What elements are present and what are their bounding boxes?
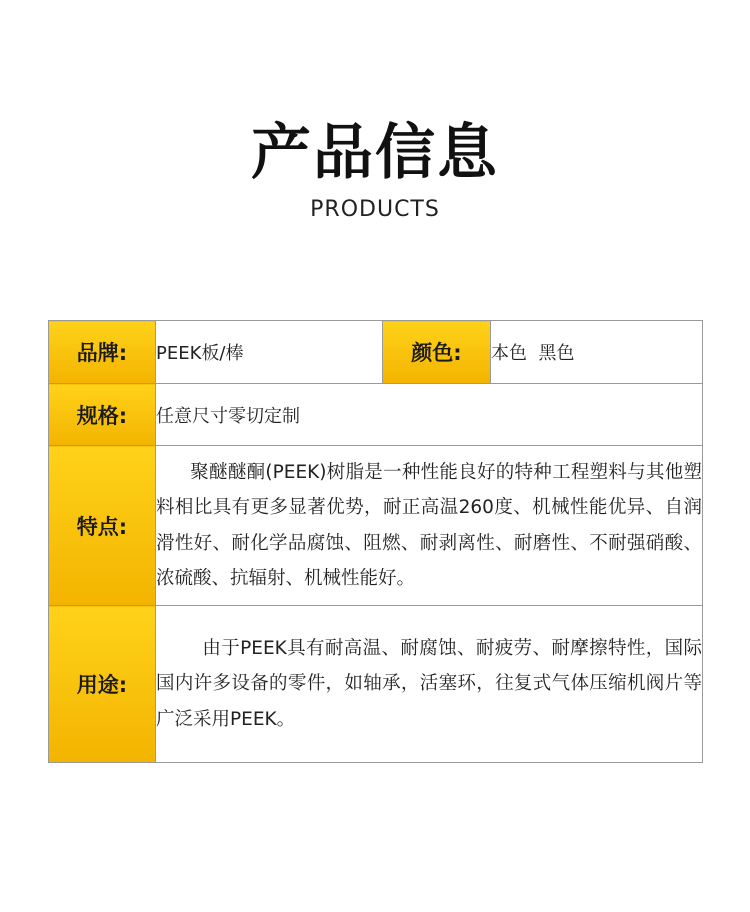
spec-value: 任意尺寸零切定制 [156, 384, 703, 446]
features-label: 特点: [49, 446, 156, 606]
page-title: 产品信息 [251, 118, 499, 188]
usage-row [49, 606, 703, 763]
features-text: 聚醚醚酮(PEEK)树脂是一种性能良好的特种工程塑料与其他塑料相比具有更多显著优势，耐正高温260度、机械性能优异、自润滑性好、耐化学品腐蚀、阻燃、耐剥离性、耐磨性、不耐强硝酸、浓硫酸、抗辐射、机械性能好。 [156, 461, 702, 589]
usage-cell [156, 606, 703, 763]
usage-text: 由于PEEK具有耐高温、耐腐蚀、耐疲劳、耐摩擦特性，国际国内许多设备的零件，如轴承，活塞环，往复式气体压缩机阀片等广泛采用PEEK。 [156, 637, 702, 730]
color-label: 颜色: [383, 321, 491, 384]
page-subtitle: PRODUCTS [310, 197, 440, 222]
brand-row [49, 321, 703, 384]
spec-row [49, 384, 703, 446]
brand-value: PEEK板/棒 [156, 321, 383, 384]
spec-label: 规格: [49, 384, 156, 446]
color-value: 本色 黑色 [491, 321, 703, 384]
features-row [49, 446, 703, 606]
features-cell [156, 446, 703, 606]
brand-label: 品牌: [49, 321, 156, 384]
usage-label: 用途: [49, 606, 156, 763]
product-info-table [48, 320, 703, 763]
